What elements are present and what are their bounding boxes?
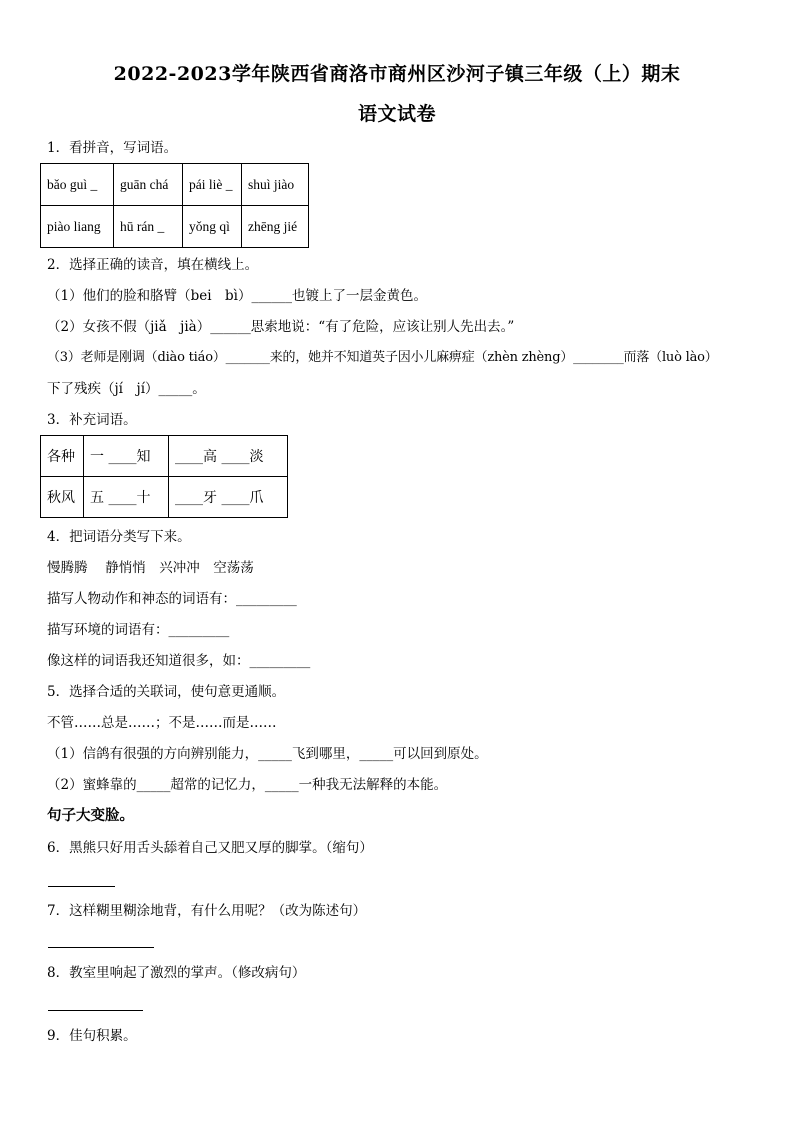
pinyin-row xyxy=(41,164,309,206)
idiom-row xyxy=(41,436,288,477)
q5-item-2: （2）蜜蜂靠的_____超常的记忆力，_____一种我无法解释的本能。 xyxy=(47,777,448,793)
pinyin-cell: hū rán _ xyxy=(114,206,183,248)
pinyin-cell: zhēng jié xyxy=(242,206,309,248)
q4-word-list: 慢腾腾 静悄悄 兴冲冲 空荡荡 xyxy=(47,560,254,576)
q4-line-2: 描写环境的词语有：_________ xyxy=(47,622,230,638)
idiom-cell: 各种 xyxy=(41,436,84,477)
q7-prompt: 7．这样糊里糊涂地背，有什么用呢？（改为陈述句） xyxy=(47,903,367,919)
q2-item-3-continued: 下了残疾（jí jí）_____。 xyxy=(47,381,206,397)
q2-prompt: 2．选择正确的读音，填在横线上。 xyxy=(47,257,259,273)
pinyin-table xyxy=(40,163,309,248)
idiom-cell: ____牙 ____爪 xyxy=(169,477,288,518)
q4-line-3: 像这样的词语我还知道很多，如：_________ xyxy=(47,653,311,669)
pinyin-row xyxy=(41,206,309,248)
section-heading: 句子大变脸。 xyxy=(47,807,134,824)
q5-item-1: （1）信鸽有很强的方向辨别能力，_____飞到哪里，_____可以回到原处。 xyxy=(47,746,488,762)
q8-prompt: 8．教室里响起了激烈的掌声。（修改病句） xyxy=(47,965,306,981)
q4-line-1: 描写人物动作和神态的词语有：_________ xyxy=(47,591,297,607)
pinyin-cell: yǒng qì xyxy=(183,206,242,248)
q4-prompt: 4．把词语分类写下来。 xyxy=(47,529,191,545)
idiom-cell: 秋风 xyxy=(41,477,84,518)
q2-item-3: （3）老师是刚调（diào tiáo）_______来的，她并不知道英子因小儿麻痹症（zhèn zhèng）________而落（luò lào） xyxy=(47,350,718,365)
pinyin-cell: shuì jiào xyxy=(242,164,309,206)
q8-answer-line xyxy=(48,1010,143,1011)
q2-item-1: （1）他们的脸和胳臂（bei bì）______也镀上了一层金黄色。 xyxy=(47,288,427,304)
q6-answer-line xyxy=(48,886,115,887)
idiom-cell: ____高 ____淡 xyxy=(169,436,288,477)
q2-item-2: （2）女孩不假（jiǎ jià）______思索地说：“有了危险，应该让别人先出去。” xyxy=(47,319,515,335)
exam-title-line2: 语文试卷 xyxy=(357,103,436,125)
idiom-table xyxy=(40,435,288,518)
exam-title-line1: 2022-2023学年陕西省商洛市商州区沙河子镇三年级（上）期末 xyxy=(113,63,681,85)
pinyin-cell: pái liè _ xyxy=(183,164,242,206)
q5-options: 不管……总是……；不是……而是…… xyxy=(47,715,277,731)
q5-prompt: 5．选择合适的关联词，使句意更通顺。 xyxy=(47,684,286,700)
idiom-cell: 一 ____知 xyxy=(84,436,169,477)
q7-answer-line xyxy=(48,947,154,948)
q1-prompt: 1．看拼音，写词语。 xyxy=(47,140,178,156)
pinyin-cell: piào liang xyxy=(41,206,114,248)
idiom-row xyxy=(41,477,288,518)
pinyin-cell: guān chá xyxy=(114,164,183,206)
q3-prompt: 3．补充词语。 xyxy=(47,412,137,428)
q9-prompt: 9．佳句积累。 xyxy=(47,1028,137,1044)
q6-prompt: 6．黑熊只好用舌头舔着自己又肥又厚的脚掌。（缩句） xyxy=(47,840,373,856)
pinyin-cell: bǎo guì _ xyxy=(41,164,114,206)
idiom-cell: 五 ____十 xyxy=(84,477,169,518)
